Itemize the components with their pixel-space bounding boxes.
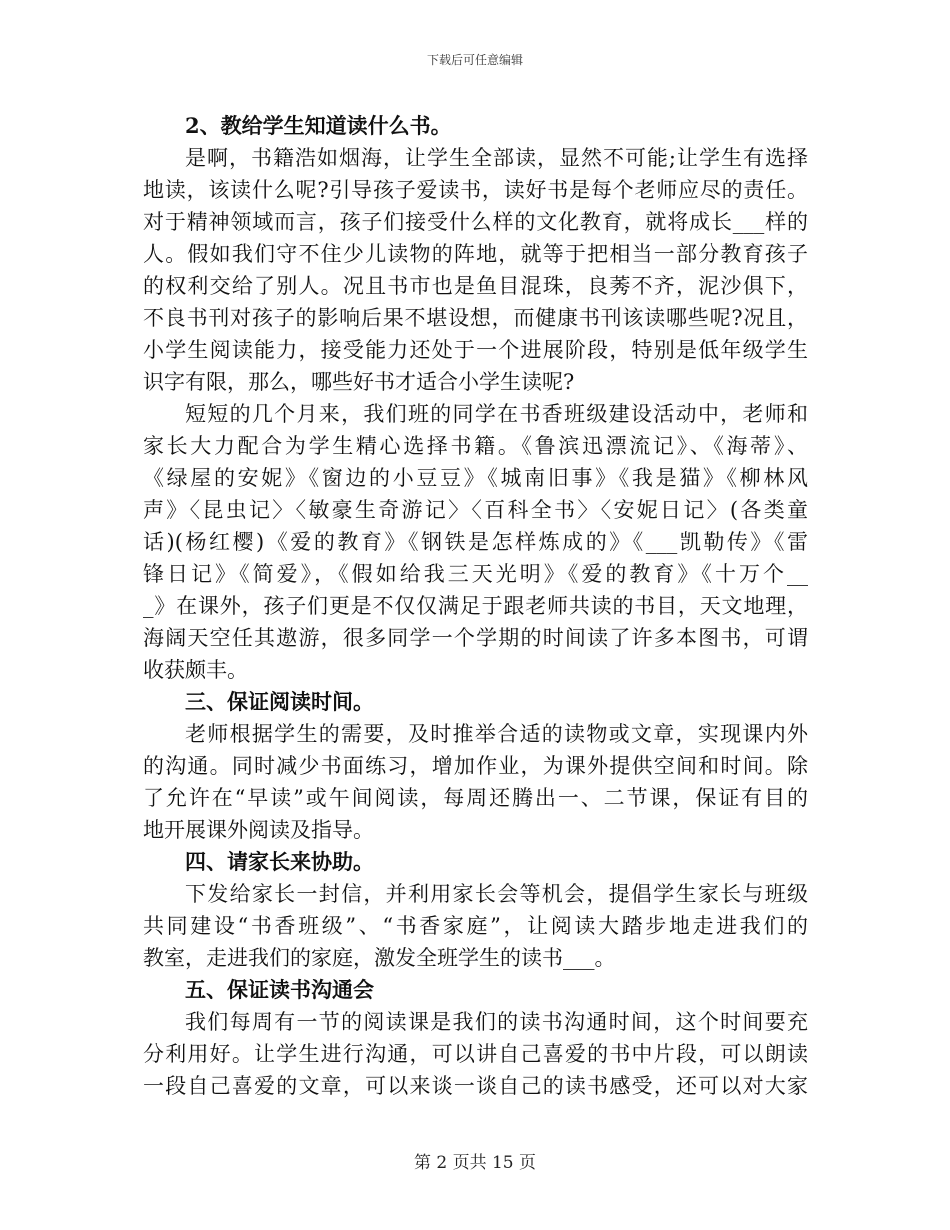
paragraph-line: 收获颇丰。 [143, 658, 248, 682]
paragraph-5 [143, 1006, 808, 1102]
paragraph-line: _》在课外，孩子们更是不仅仅满足于跟老师共读的书目，天文地理， [143, 594, 808, 618]
paragraph-line: 下发给家长一封信，并利用家长会等机会，提倡学生家长与班级 [185, 882, 808, 906]
paragraph-line: 地读，该读什么呢?引导孩子爱读书，读好书是每个老师应尽的责任。 [143, 178, 808, 202]
paragraph-4 [143, 878, 808, 974]
paragraph-line: 一段自己喜爱的文章，可以来谈一谈自己的读书感受，还可以对大家 [143, 1074, 808, 1098]
paragraph-line: 教室，走进我们的家庭，激发全班学生的读书___。 [143, 946, 616, 970]
paragraph-line: 不良书刊对孩子的影响后果不堪设想，而健康书刊该读哪些呢?况且， [143, 306, 808, 330]
document-body [143, 110, 808, 1102]
paragraph-line: 我们每周有一节的阅读课是我们的读书沟通时间，这个时间要充 [185, 1010, 808, 1034]
paragraph-line: 锋日记》《简爱》，《假如给我三天光明》《爱的教育》《十万个__ [143, 562, 808, 586]
paragraph-line: 声》〈昆虫记〉〈敏豪生奇游记〉〈百科全书〉〈安妮日记〉(各类童 [143, 498, 808, 522]
section-heading-2: 2、教给学生知道读什么书。 [185, 113, 452, 138]
paragraph-line: 的权利交给了别人。况且书市也是鱼目混珠，良莠不齐，泥沙俱下， [143, 274, 808, 298]
paragraph-line: 是啊，书籍浩如烟海，让学生全部读，显然不可能;让学生有选择 [185, 146, 808, 170]
paragraph-line: 海阔天空任其遨游，很多同学一个学期的时间读了许多本图书，可谓 [143, 626, 808, 650]
page-footer: 第 2 页共 15 页 [413, 1153, 537, 1173]
paragraph-line: 《绿屋的安妮》《窗边的小豆豆》《城南旧事》《我是猫》《柳林风 [143, 466, 808, 490]
paragraph-line: 识字有限，那么，哪些好书才适合小学生读呢? [143, 370, 575, 394]
paragraph-line: 的沟通。同时减少书面练习，增加作业，为课外提供空间和时间。除 [143, 754, 808, 778]
paragraph-1 [143, 142, 808, 398]
page-header: 下载后可任意编辑 [426, 53, 523, 67]
paragraph-line: 人。假如我们守不住少儿读物的阵地，就等于把相当一部分教育孩子 [143, 242, 808, 266]
paragraph-2 [143, 398, 808, 686]
paragraph-line: 小学生阅读能力，接受能力还处于一个进展阶段，特别是低年级学生 [143, 338, 808, 362]
paragraph-line: 短短的几个月来，我们班的同学在书香班级建设活动中，老师和 [185, 402, 808, 426]
section-heading-5: 五、保证读书沟通会 [185, 977, 374, 1002]
paragraph-line: 分利用好。让学生进行沟通，可以讲自己喜爱的书中片段，可以朗读 [143, 1042, 808, 1066]
paragraph-line: 共同建设“书香班级”、“书香家庭”，让阅读大踏步地走进我们的 [143, 914, 808, 938]
paragraph-line: 地开展课外阅读及指导。 [143, 818, 374, 842]
section-heading-3: 三、保证阅读时间。 [185, 689, 374, 714]
paragraph-3 [143, 718, 808, 846]
paragraph-line: 对于精神领域而言，孩子们接受什么样的文化教育，就将成长___样的 [143, 210, 808, 234]
paragraph-line: 了允许在“早读”或午间阅读，每周还腾出一、二节课，保证有目的 [143, 786, 808, 810]
paragraph-line: 话)(杨红樱)《爱的教育》《钢铁是怎样炼成的》《___凯勒传》《雷 [143, 530, 808, 554]
paragraph-line: 家长大力配合为学生精心选择书籍。《鲁滨迅漂流记》、《海蒂》、 [143, 434, 808, 458]
paragraph-line: 老师根据学生的需要，及时推举合适的读物或文章，实现课内外 [185, 722, 808, 746]
section-heading-4: 四、请家长来协助。 [185, 849, 374, 874]
